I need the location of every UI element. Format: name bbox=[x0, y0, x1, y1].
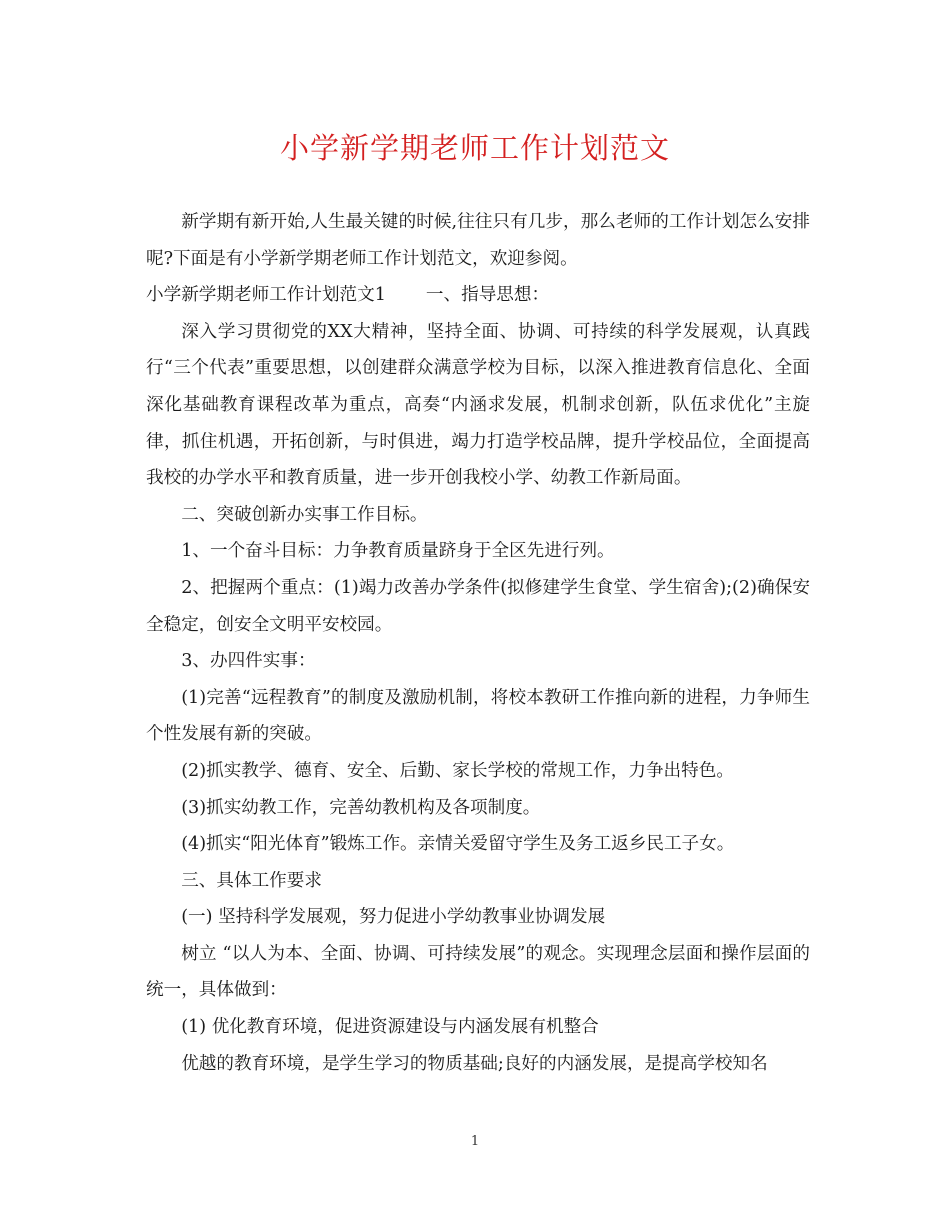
goal-2: 2、把握两个重点：(1)竭力改善办学条件(拟修建学生食堂、学生宿舍);(2)确保安全稳定，创安全文明平安校园。 bbox=[146, 577, 810, 635]
document-body bbox=[146, 204, 810, 1082]
document-title: 小学新学期老师工作计划范文 bbox=[279, 131, 670, 165]
item-1: (1)完善“远程教育”的制度及激励机制，将校本教研工作推向新的进程，力争师生个性发展有新的突破。 bbox=[146, 687, 810, 745]
item-4: (4)抓实“阳光体育”锻炼工作。亲情关爱留守学生及务工返乡民工子女。 bbox=[181, 834, 735, 855]
heading-breakthrough: 二、突破创新办实事工作目标。 bbox=[181, 504, 428, 525]
environment-paragraph: 优越的教育环境，是学生学习的物质基础;良好的内涵发展，是提高学校知名 bbox=[181, 1053, 768, 1074]
page-number: 1 bbox=[470, 1134, 480, 1149]
concept-paragraph: 树立 “以人为本、全面、协调、可持续发展”的观念。实现理念层面和操作层面的统一，具体做到： bbox=[146, 943, 810, 1001]
section-heading-left: 小学新学期老师工作计划范文1 bbox=[146, 285, 386, 306]
guiding-thought-paragraph: 深入学习贯彻党的XX大精神，坚持全面、协调、可持续的科学发展观，认真践行“三个代表”重要思想，以创建群众满意学校为目标，以深入推进教育信息化、全面深化基础教育课程改革为重点，高奏“内涵求发展，机制求创新，队伍求优化”主旋律，抓住机遇，开拓创新，与时俱进，竭力打造学校品牌，提升学校品位，全面提高我校的办学水平和教育质量，进一步开创我校小学、幼教工作新局面。 bbox=[146, 321, 810, 489]
subheading-1: (一) 坚持科学发展观，努力促进小学幼教事业协调发展 bbox=[181, 907, 606, 928]
section-heading-line bbox=[146, 277, 810, 314]
item-3: (3)抓实幼教工作，完善幼教机构及各项制度。 bbox=[181, 797, 541, 818]
intro-paragraph: 新学期有新开始,人生最关键的时候,往往只有几步，那么老师的工作计划怎么安排呢?下面是有小学新学期老师工作计划范文，欢迎参阅。 bbox=[146, 212, 810, 269]
subheading-environment: (1) 优化教育环境，促进资源建设与内涵发展有机整合 bbox=[181, 1017, 599, 1038]
item-2: (2)抓实教学、德育、安全、后勤、家长学校的常规工作，力争出特色。 bbox=[181, 760, 734, 781]
goal-1: 1、一个奋斗目标：力争教育质量跻身于全区先进行列。 bbox=[181, 541, 615, 562]
goal-3: 3、办四件实事： bbox=[181, 651, 316, 672]
section-heading-right: 一、指导思想： bbox=[425, 285, 550, 306]
heading-requirements: 三、具体工作要求 bbox=[181, 870, 322, 891]
